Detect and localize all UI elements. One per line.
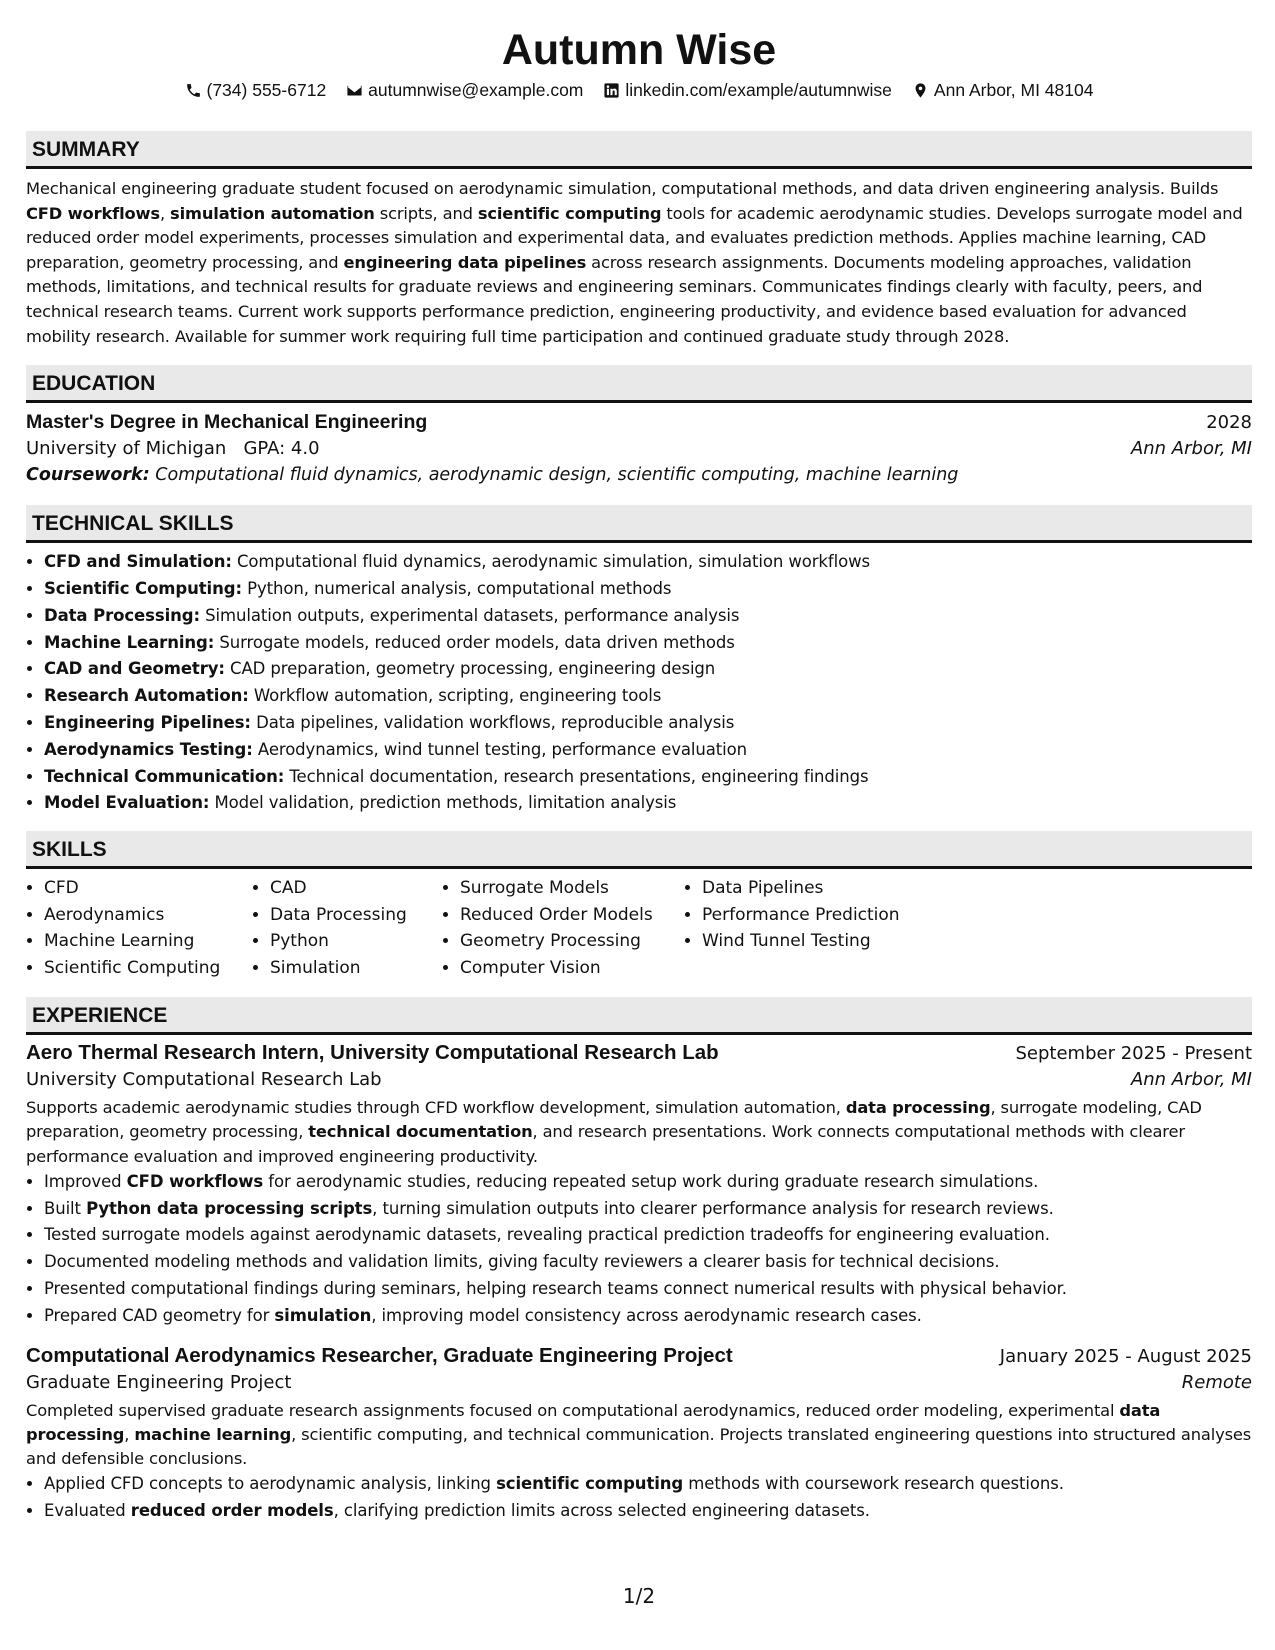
map-pin-icon xyxy=(912,82,929,99)
page-number: 1/2 xyxy=(622,1584,656,1608)
skill-item: • Simulation xyxy=(270,955,442,982)
school-line xyxy=(26,438,320,459)
job-location: Remote xyxy=(1181,1371,1252,1393)
technical-skill-label: Technical Communication: xyxy=(44,766,285,786)
experience-section xyxy=(26,997,1252,1525)
section-heading-experience: EXPERIENCE xyxy=(26,997,1252,1035)
technical-skill-label: Research Automation: xyxy=(44,686,249,706)
coursework-text: Computational fluid dynamics, aerodynamic design, scientific computing, machine learning xyxy=(155,465,959,486)
skills-grid xyxy=(26,875,1252,981)
education-section xyxy=(26,365,1252,485)
skills-column xyxy=(26,875,252,981)
technical-skill-label: Scientific Computing: xyxy=(44,578,242,598)
section-heading-education: EDUCATION xyxy=(26,365,1252,403)
job-bullet: • Built Python data processing scripts, turning simulation outputs into clearer performance analysis for research reviews. xyxy=(44,1196,1252,1223)
contact-location xyxy=(912,80,1094,101)
technical-skill-item xyxy=(44,683,1252,710)
summary-text: Mechanical engineering graduate student focused on aerodynamic simulation, computational methods, and data driven engineering analysis. Builds CFD workflows, simulation automation scripts, and scientific computing tools for academic aerodynamic studies. Develops surrogate model and reduced order model experiments, processes simulation and experimental data, and evaluates prediction methods. Applies machine learning, CAD preparation, geometry processing, and engineering data pipelines across research assignments. Documents modeling approaches, validation methods, limitations, and technical results for graduate reviews and engineering seminars. Communicates findings clearly with faculty, peers, and technical research teams. Current work supports performance prediction, engineering productivity, and evidence based evaluation for advanced mobility research. Available for summer work requiring full time participation and continued graduate study through 2028. xyxy=(26,179,1243,346)
coursework-label: Coursework: xyxy=(26,465,150,486)
linkedin-icon xyxy=(603,82,620,99)
job-location: Ann Arbor, MI xyxy=(1130,1069,1252,1091)
contact-linkedin[interactable] xyxy=(603,80,892,101)
skill-item: • Surrogate Models xyxy=(460,875,684,902)
job-org-row xyxy=(26,1069,1252,1090)
technical-skill-item xyxy=(44,710,1252,737)
contact-location-text: Ann Arbor, MI 48104 xyxy=(933,80,1094,100)
technical-skill-text: CAD preparation, geometry processing, engineering design xyxy=(230,659,716,679)
envelope-icon xyxy=(346,82,363,99)
job-bullet: • Documented modeling methods and validation limits, giving faculty reviewers a clearer basis for technical decisions. xyxy=(44,1249,1252,1276)
job-dates: September 2025 - Present xyxy=(1015,1043,1252,1065)
skill-item: • Aerodynamics xyxy=(44,902,252,929)
job-bullet: • Improved CFD workflows for aerodynamic studies, reducing repeated setup work during graduate research simulations. xyxy=(44,1169,1252,1196)
resume-page xyxy=(26,0,1252,1650)
technical-skill-item xyxy=(44,764,1252,791)
skill-item: • Data Processing xyxy=(270,902,442,929)
technical-skills-list xyxy=(26,549,1252,817)
contact-bar xyxy=(26,80,1252,101)
skills-section xyxy=(26,831,1252,981)
education-title-row xyxy=(26,411,1252,434)
job-bullet: • Tested surrogate models against aerodynamic datasets, revealing practical prediction tradeoffs for engineering evaluation. xyxy=(44,1222,1252,1249)
contact-email[interactable] xyxy=(346,80,583,101)
phone-icon xyxy=(185,82,202,99)
contact-email-text: autumnwise@example.com xyxy=(368,80,584,100)
job-summary: Completed supervised graduate research assignments focused on computational aerodynamics, reduced order modeling, experimental data processing, machine learning, scientific computing, and technical communication. Projects translated engineering questions into structured analyses and defensible conclusions. xyxy=(26,1400,1252,1468)
degree-year: 2028 xyxy=(1206,412,1252,434)
technical-skill-label: CAD and Geometry: xyxy=(44,659,225,679)
section-heading-skills: SKILLS xyxy=(26,831,1252,869)
technical-skill-text: Model validation, prediction methods, limitation analysis xyxy=(214,793,677,813)
skill-item: • Data Pipelines xyxy=(702,875,922,902)
technical-skill-text: Surrogate models, reduced order models, data driven methods xyxy=(219,632,735,652)
technical-skill-item xyxy=(44,737,1252,764)
skill-item: • Machine Learning xyxy=(44,928,252,955)
skill-item: • CFD xyxy=(44,875,252,902)
job-org-row xyxy=(26,1372,1252,1393)
job-summary: Supports academic aerodynamic studies through CFD workflow development, simulation automation, data processing, surrogate modeling, CAD preparation, geometry processing, technical documentation, and research presentations. Work connects computational methods with clearer performance evaluation and improved engineering productivity. xyxy=(26,1098,1202,1166)
skills-column xyxy=(684,875,922,981)
technical-skill-text: Python, numerical analysis, computational methods xyxy=(247,578,672,598)
job-bullets xyxy=(26,1471,1252,1525)
job-bullet: • Evaluated reduced order models, clarifying prediction limits across selected engineering datasets. xyxy=(44,1498,1252,1525)
technical-skill-text: Technical documentation, research presentations, engineering findings xyxy=(289,766,869,786)
technical-skill-item xyxy=(44,549,1252,576)
technical-skill-text: Simulation outputs, experimental datasets, performance analysis xyxy=(205,605,740,625)
experience-entry xyxy=(26,1041,1252,1329)
job-title-row xyxy=(26,1041,1252,1065)
skill-item: • Python xyxy=(270,928,442,955)
coursework-line xyxy=(26,465,1252,485)
school-location: Ann Arbor, MI xyxy=(1130,438,1252,460)
technical-skill-item xyxy=(44,603,1252,630)
skill-item: • CAD xyxy=(270,875,442,902)
technical-skill-item xyxy=(44,576,1252,603)
contact-phone[interactable] xyxy=(185,80,327,101)
experience-list xyxy=(26,1041,1252,1525)
job-dates: January 2025 - August 2025 xyxy=(999,1345,1252,1367)
technical-skill-label: Machine Learning: xyxy=(44,632,215,652)
technical-skill-label: Model Evaluation: xyxy=(44,793,210,813)
technical-skill-text: Workflow automation, scripting, engineering tools xyxy=(253,686,662,706)
job-bullet: • Prepared CAD geometry for simulation, improving model consistency across aerodynamic research cases. xyxy=(44,1303,1252,1330)
technical-skills-section xyxy=(26,505,1252,817)
education-school-row xyxy=(26,438,1252,459)
technical-skill-label: CFD and Simulation: xyxy=(44,552,232,572)
gpa: GPA: 4.0 xyxy=(243,438,320,460)
technical-skill-text: Aerodynamics, wind tunnel testing, performance evaluation xyxy=(257,739,747,759)
technical-skill-text: Data pipelines, validation workflows, reproducible analysis xyxy=(256,712,735,732)
technical-skill-item xyxy=(44,630,1252,657)
job-bullet: • Presented computational findings during seminars, helping research teams connect numerical results with physical behavior. xyxy=(44,1276,1252,1303)
skill-item: • Wind Tunnel Testing xyxy=(702,928,922,955)
summary-section xyxy=(26,131,1252,349)
technical-skill-label: Engineering Pipelines: xyxy=(44,712,251,732)
job-title: Computational Aerodynamics Researcher, Graduate Engineering Project xyxy=(26,1343,733,1367)
contact-phone-text: (734) 555-6712 xyxy=(206,80,327,100)
skill-item: • Reduced Order Models xyxy=(460,902,684,929)
job-organization: University Computational Research Lab xyxy=(26,1069,382,1091)
job-bullet: • Applied CFD concepts to aerodynamic analysis, linking scientific computing methods with coursework research questions. xyxy=(44,1471,1252,1498)
job-title-row xyxy=(26,1344,1252,1368)
job-title: Aero Thermal Research Intern, University Computational Research Lab xyxy=(26,1041,719,1065)
school-name: University of Michigan xyxy=(26,438,227,460)
technical-skill-label: Data Processing: xyxy=(44,605,200,625)
technical-skill-label: Aerodynamics Testing: xyxy=(44,739,253,759)
skill-item: • Scientific Computing xyxy=(44,955,252,982)
skill-item: • Geometry Processing xyxy=(460,928,684,955)
candidate-name: Autumn Wise xyxy=(501,26,777,74)
job-organization: Graduate Engineering Project xyxy=(26,1371,292,1393)
technical-skill-text: Computational fluid dynamics, aerodynamic simulation, simulation workflows xyxy=(237,552,870,572)
experience-entry xyxy=(26,1344,1252,1525)
degree-title: Master's Degree in Mechanical Engineering xyxy=(26,411,428,434)
skill-item: • Performance Prediction xyxy=(702,902,922,929)
contact-linkedin-text: linkedin.com/example/autumnwise xyxy=(625,80,892,100)
skill-item: • Computer Vision xyxy=(460,955,684,982)
skills-column xyxy=(442,875,684,981)
section-heading-summary: SUMMARY xyxy=(26,131,1252,169)
job-bullets xyxy=(26,1169,1252,1330)
skills-column xyxy=(252,875,442,981)
section-heading-technical-skills: TECHNICAL SKILLS xyxy=(26,505,1252,543)
technical-skill-item xyxy=(44,790,1252,817)
technical-skill-item xyxy=(44,656,1252,683)
